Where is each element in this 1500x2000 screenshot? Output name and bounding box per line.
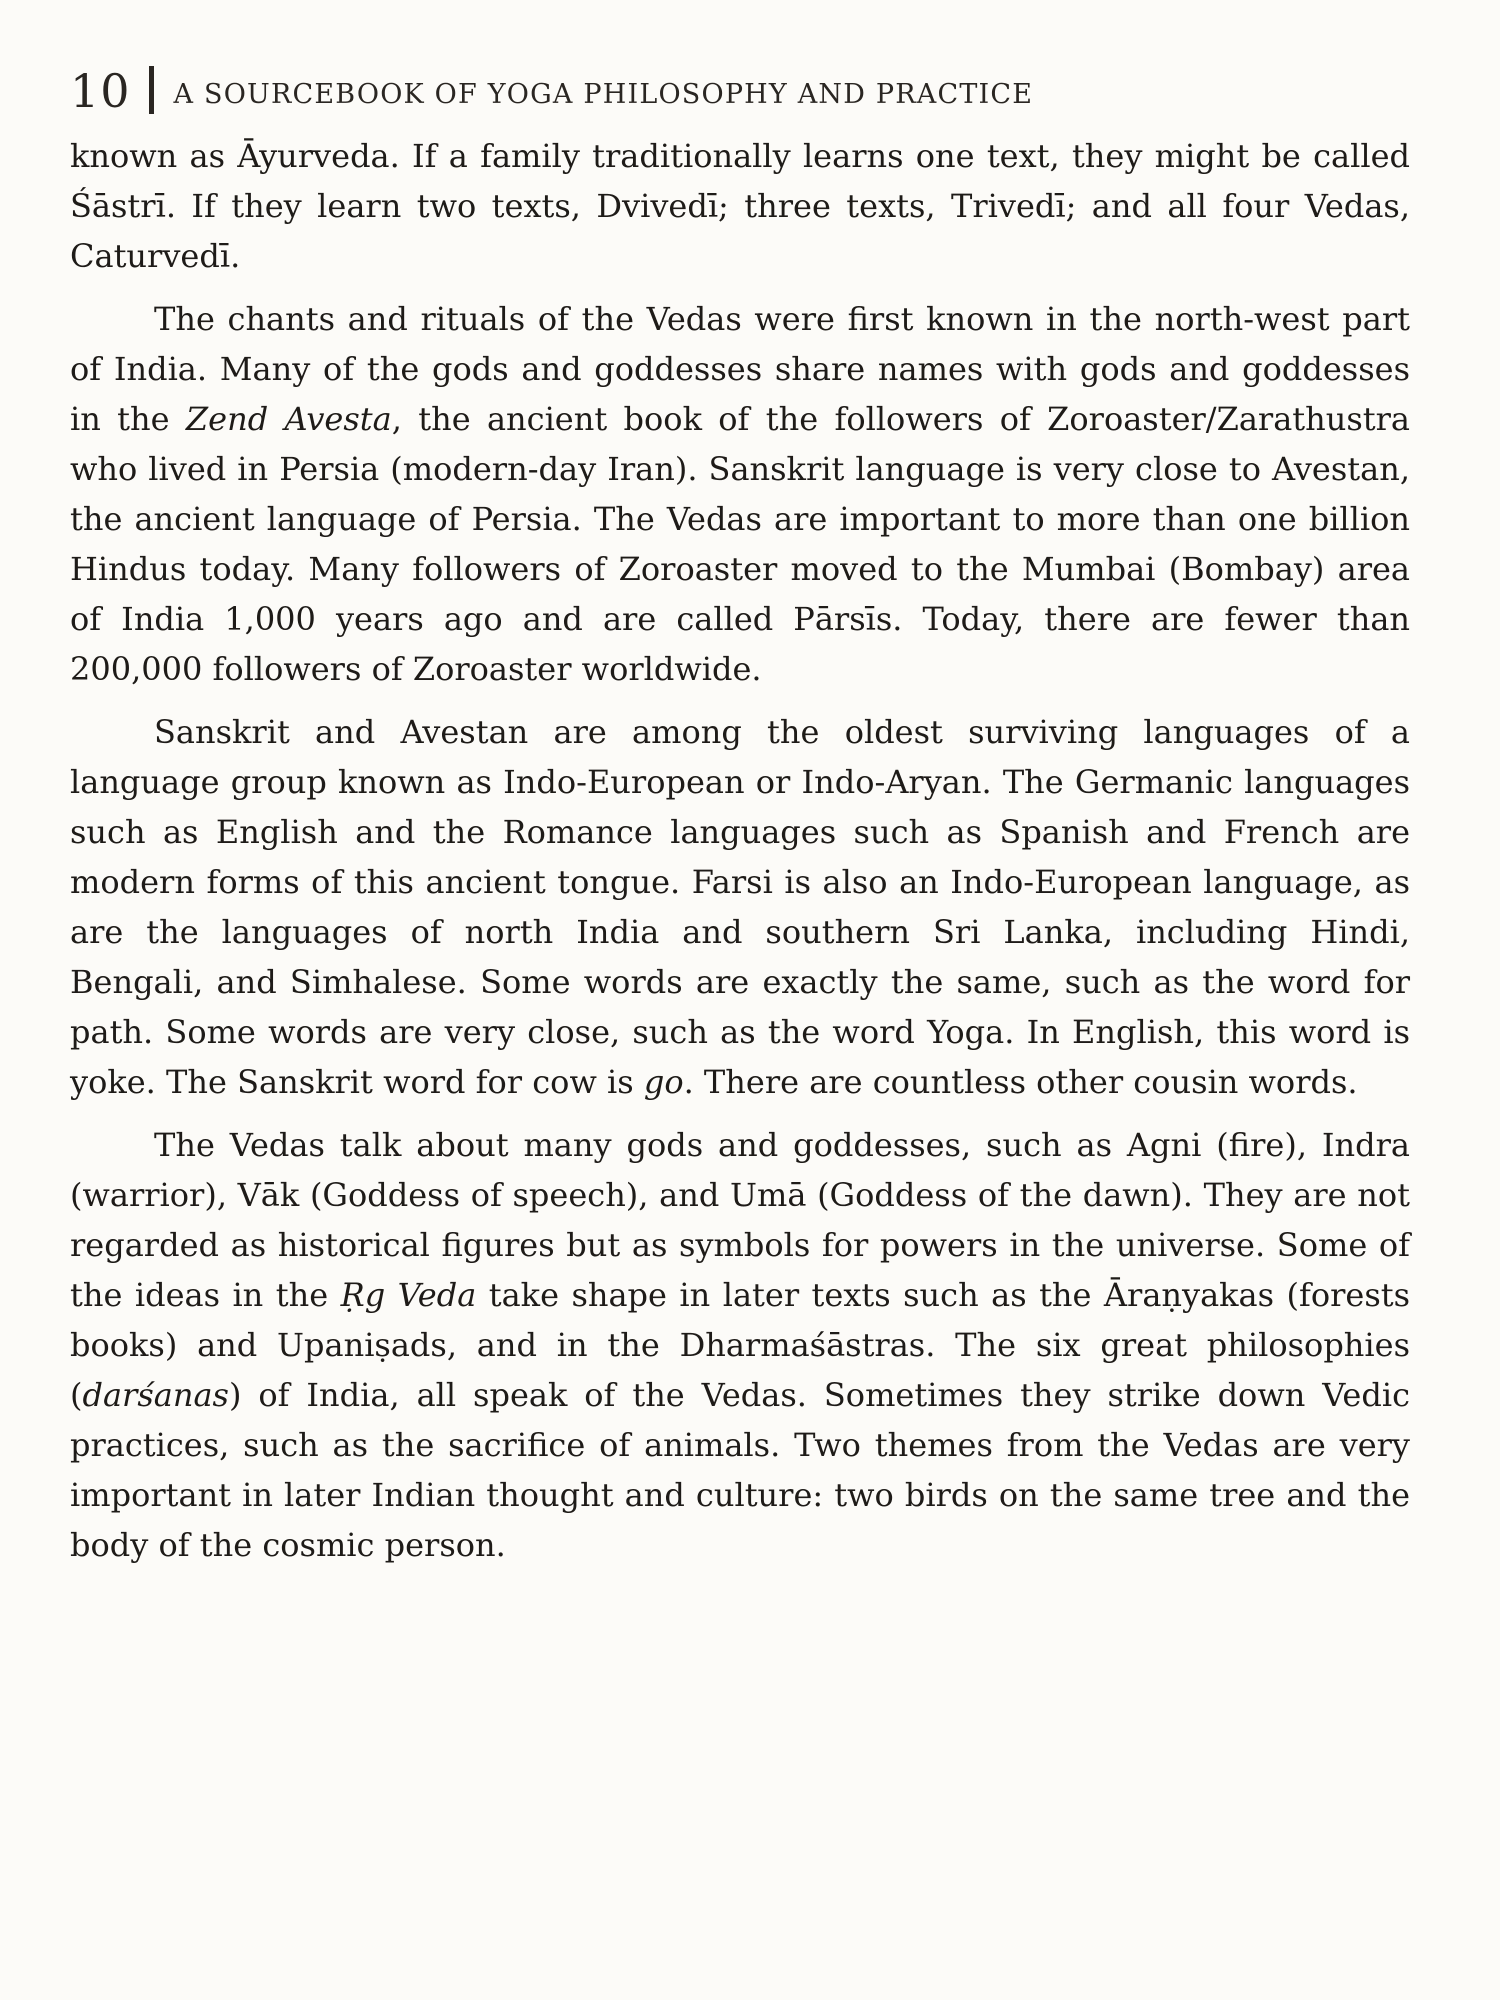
page-header <box>70 58 1410 118</box>
paragraph-text: Sanskrit and Avestan are among the oldest surviving languages of a language group known as Indo-European or Indo-Aryan. The Germanic languages such as English and the Romance languages such as Spanish and French are modern forms of this ancient tongue. Farsi is also an Indo-European language, as are the languages of north India and southern Sri Lanka, including Hindi, Bengali, and Simhalese. Some words are exactly the same, such as the word for path. Some words are very close, such as the word Yoga. In English, this word is yoke. The Sanskrit word for cow is <box>70 713 1410 1101</box>
paragraph-4 <box>70 1120 1410 1570</box>
body-text <box>70 131 1410 1570</box>
book-title-italic: Zend Avesta <box>185 400 392 438</box>
page-number: 10 <box>70 64 131 118</box>
text-title-italic: Ṛg Veda <box>340 1276 477 1314</box>
paragraph-text: , the ancient book of the followers of Zoroaster/Zarathustra who lived in Persia (modern-day Iran). Sanskrit language is very close to Avestan, the ancient language of Persia. The Vedas are important to more than one billion Hindus today. Many followers of Zoroaster moved to the Mumbai (Bombay) area of India 1,000 years ago and are called Pārsīs. Today, there are fewer than 200,000 followers of Zoroaster worldwide. <box>70 400 1411 688</box>
header-divider <box>149 66 154 114</box>
paragraph-text: The Vedas talk about many gods and goddesses, such as Agni (fire), Indra (warrior), Vāk (Goddess of speech), and Umā (Goddess of the dawn). They are not regarded as historical figures but as symbols for powers in the universe. Some of the ideas in the <box>70 1126 1410 1314</box>
paragraph-text: . There are countless other cousin words. <box>683 1063 1358 1101</box>
paragraph-1 <box>70 131 1410 281</box>
paragraph-text: known as Āyurveda. If a family traditionally learns one text, they might be called Śāstrī. If they learn two texts, Dvivedī; three texts, Trivedī; and all four Vedas, Caturvedī. <box>70 137 1410 275</box>
paragraph-2 <box>70 294 1410 694</box>
sanskrit-term-italic: go <box>643 1063 684 1101</box>
paragraph-text: The chants and rituals of the Vedas were first known in the north-west part of India. Many of the gods and goddesses share names with gods and goddesses in the <box>70 300 1410 438</box>
paragraph-3 <box>70 707 1410 1107</box>
running-title: A SOURCEBOOK OF YOGA PHILOSOPHY AND PRACTICE <box>173 79 1034 110</box>
paragraph-text: take shape in later texts such as the Āraṇyakas (forests books) and Upaniṣads, and in the Dharmaśāstras. The six great philosophies ( <box>70 1276 1411 1414</box>
paragraph-text: ) of India, all speak of the Vedas. Sometimes they strike down Vedic practices, such as the sacrifice of animals. Two themes from the Vedas are very important in later Indian thought and culture: two birds on the same tree and the body of the cosmic person. <box>70 1376 1410 1564</box>
sanskrit-term-italic: darśanas <box>82 1376 229 1414</box>
